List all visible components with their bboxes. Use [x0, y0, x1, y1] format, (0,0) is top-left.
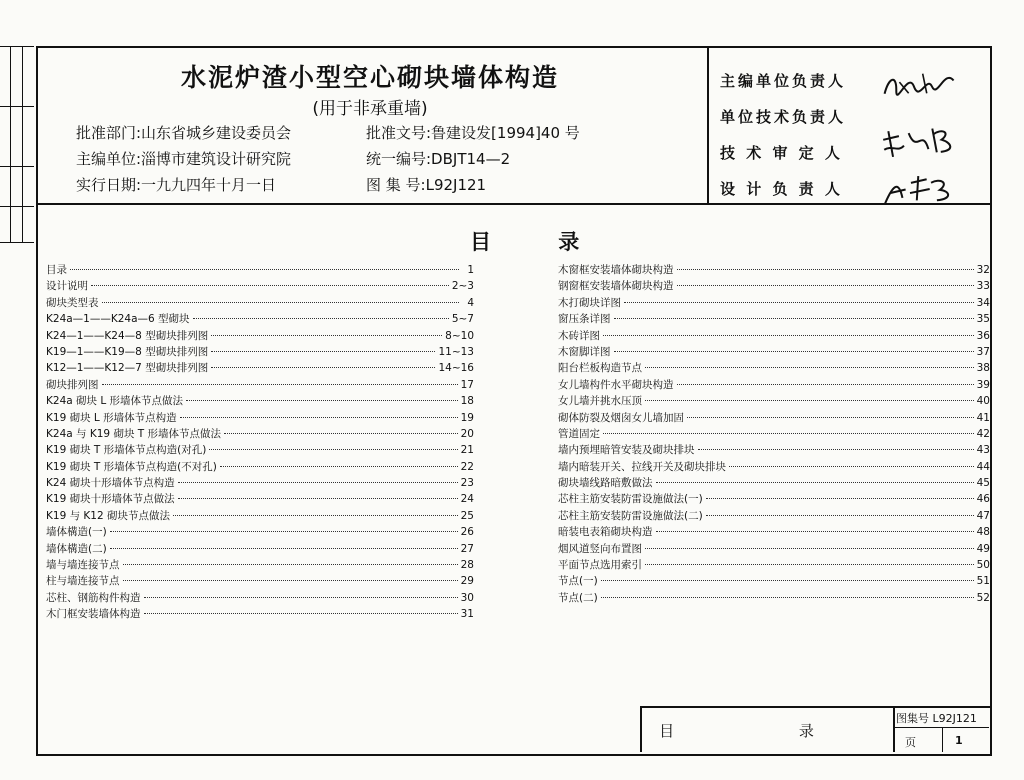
toc-leader-dots	[645, 564, 974, 565]
toc-leader-dots	[70, 269, 459, 270]
toc-entry-page: 1	[467, 264, 474, 276]
toc-entry-page: 2~3	[451, 280, 474, 293]
toc-entry-title: 木窗脚详图	[558, 345, 611, 358]
toc-entry-title: 阳台栏板构造节点	[558, 362, 642, 375]
title-block-divider	[893, 727, 989, 728]
toc-entry-page: 11~13	[438, 345, 474, 358]
toc-entry[interactable]	[46, 360, 474, 376]
toc-entry[interactable]	[558, 524, 990, 540]
toc-entry-title: 钢窗框安装墙体砌块构造	[558, 280, 674, 293]
toc-leader-dots	[193, 318, 449, 319]
approval-dept: 批准部门:山东省城乡建设委员会	[76, 124, 292, 142]
toc-entry[interactable]	[46, 278, 474, 294]
atlas-no: 图 集 号:L92J121	[366, 176, 487, 194]
toc-leader-dots	[173, 515, 458, 516]
toc-leader-dots	[211, 351, 435, 352]
toc-entry-page: 28	[460, 559, 474, 572]
atlas-title: 水泥炉渣小型空心砌块墙体构造	[180, 63, 559, 92]
toc-leader-dots	[706, 515, 974, 516]
toc-entry-title: 柱与墙连接节点	[46, 575, 120, 588]
toc-leader-dots	[656, 531, 974, 532]
toc-entry-title: K19—1——K19—8 型砌块排列图	[46, 345, 209, 358]
toc-leader-dots	[624, 302, 974, 303]
toc-entry[interactable]	[558, 442, 990, 458]
toc-entry-title: 木门框安装墙体构造	[46, 608, 141, 621]
toc-entry[interactable]	[46, 557, 474, 573]
toc-entry-page: 22	[460, 460, 474, 473]
toc-entry[interactable]	[46, 590, 474, 606]
toc-leader-dots	[178, 498, 458, 499]
toc-right-column	[558, 262, 990, 606]
toc-entry-page: 45	[976, 477, 990, 490]
toc-entry-page: 46	[976, 493, 990, 506]
toc-entry-title: 节点(一)	[558, 575, 598, 588]
toc-entry-title: 砌块墙线路暗敷做法	[558, 477, 653, 490]
toc-leader-dots	[224, 433, 458, 434]
approval-doc-no: 批准文号:鲁建设发[1994]40 号	[366, 124, 580, 142]
toc-entry[interactable]	[46, 524, 474, 540]
toc-entry-title: 管道固定	[558, 427, 600, 440]
toc-entry-title: 墙内暗装开关、拉线开关及砌块排块	[558, 460, 726, 473]
signature-tech-lead	[878, 120, 962, 171]
toc-entry-title: 芯柱主筋安装防雷设施做法(一)	[558, 493, 703, 506]
toc-entry-title: K19 砌块 T 形墙体节点构造(不对孔)	[46, 460, 217, 473]
effective-date: 实行日期:一九九四年十月一日	[76, 176, 277, 194]
toc-entry[interactable]	[46, 328, 474, 344]
toc-entry-page: 44	[976, 460, 990, 473]
toc-entry-title: 窗压条详图	[558, 313, 611, 326]
toc-entry-page: 36	[976, 329, 990, 342]
toc-leader-dots	[706, 498, 974, 499]
toc-leader-dots	[656, 482, 974, 483]
toc-leader-dots	[614, 351, 974, 352]
signature-chief-editor	[878, 62, 962, 111]
toc-entry[interactable]	[558, 360, 990, 376]
toc-entry-page: 37	[976, 345, 990, 358]
toc-entry[interactable]	[46, 410, 474, 426]
toc-entry-title: K12—1——K12—7 型砌块排列图	[46, 362, 209, 375]
toc-leader-dots	[677, 285, 974, 286]
toc-entry-page: 47	[976, 509, 990, 522]
toc-entry-page: 20	[460, 427, 474, 440]
toc-entry-page: 24	[460, 493, 474, 506]
toc-leader-dots	[178, 482, 458, 483]
toc-leader-dots	[645, 548, 974, 549]
toc-entry-title: 砌块类型表	[46, 296, 99, 309]
toc-entry[interactable]	[46, 377, 474, 393]
toc-entry[interactable]	[558, 311, 990, 327]
toc-entry-title: K24—1——K24—8 型砌块排列图	[46, 329, 209, 342]
toc-entry[interactable]	[46, 573, 474, 589]
editor-unit: 主编单位:淄博市建筑设计研究院	[76, 150, 292, 168]
toc-entry-title: 砌块排列图	[46, 378, 99, 391]
toc-heading: 目 录	[470, 230, 610, 254]
toc-leader-dots	[603, 433, 974, 434]
toc-entry-page: 27	[460, 542, 474, 555]
toc-entry[interactable]	[558, 295, 990, 311]
toc-entry[interactable]	[46, 606, 474, 622]
toc-entry-title: 芯柱主筋安装防雷设施做法(二)	[558, 509, 703, 522]
toc-entry[interactable]	[46, 541, 474, 557]
toc-entry[interactable]	[558, 491, 990, 507]
toc-entry-title: 目录	[46, 264, 67, 276]
toc-entry-page: 23	[460, 477, 474, 490]
toc-entry-page: 50	[976, 559, 990, 572]
toc-entry-page: 26	[460, 526, 474, 539]
toc-leader-dots	[677, 269, 974, 270]
toc-entry-page: 52	[976, 591, 990, 604]
toc-entry-title: K24a 砌块 L 形墙体节点做法	[46, 395, 184, 408]
toc-leader-dots	[687, 417, 974, 418]
toc-entry[interactable]	[558, 508, 990, 524]
toc-entry-title: K24 砌块十形墙体节点构造	[46, 477, 175, 490]
toc-entry-title: 墙体構造(二)	[46, 542, 107, 555]
toc-left-column	[46, 262, 474, 623]
toc-entry-title: 砌体防裂及烟囱女儿墙加固	[558, 411, 684, 424]
toc-entry[interactable]	[558, 262, 990, 278]
toc-entry[interactable]	[46, 344, 474, 360]
resp-role-reviewer: 技 术 审 定 人	[720, 144, 843, 162]
toc-entry-page: 31	[460, 608, 474, 621]
toc-leader-dots	[677, 384, 974, 385]
toc-leader-dots	[144, 613, 458, 614]
toc-entry-page: 38	[976, 362, 990, 375]
toc-entry-page: 29	[460, 575, 474, 588]
toc-entry-page: 39	[976, 378, 990, 391]
toc-entry-page: 14~16	[438, 362, 474, 375]
toc-entry-page: 21	[460, 444, 474, 457]
toc-leader-dots	[645, 367, 974, 368]
toc-leader-dots	[123, 580, 458, 581]
resp-role-chief-editor: 主编单位负责人	[720, 72, 847, 90]
toc-entry[interactable]	[46, 491, 474, 507]
toc-entry[interactable]	[558, 278, 990, 294]
toc-entry-page: 32	[976, 264, 990, 276]
toc-entry[interactable]	[558, 541, 990, 557]
toc-entry-title: 烟风道竖向布置图	[558, 542, 642, 555]
unified-no: 统一编号:DBJT14—2	[366, 150, 511, 168]
title-block-top-line	[640, 706, 990, 708]
toc-entry-title: 木窗框安装墙体砌块构造	[558, 264, 674, 276]
resp-role-tech-lead: 单位技术负责人	[720, 108, 847, 126]
toc-entry-page: 30	[460, 591, 474, 604]
header-divider	[36, 203, 990, 205]
title-block-divider	[893, 706, 895, 752]
toc-entry-page: 51	[976, 575, 990, 588]
toc-entry-title: 木打砌块详图	[558, 296, 621, 309]
toc-leader-dots	[698, 449, 974, 450]
toc-entry-title: 墙体構造(一)	[46, 526, 107, 539]
toc-entry[interactable]	[46, 262, 474, 278]
toc-entry[interactable]	[558, 475, 990, 491]
toc-entry-title: 墙内预埋暗管安装及砌块排块	[558, 444, 695, 457]
toc-leader-dots	[110, 531, 458, 532]
toc-entry-title: 木砖详图	[558, 329, 600, 342]
toc-entry-title: K19 与 K12 砌块节点做法	[46, 509, 171, 522]
toc-entry-page: 4	[467, 296, 474, 309]
toc-entry-title: 女儿墙并挑水压顶	[558, 395, 642, 408]
toc-entry[interactable]	[558, 573, 990, 589]
toc-leader-dots	[603, 335, 974, 336]
toc-leader-dots	[180, 417, 458, 418]
toc-entry-title: 暗装电表箱砌块构造	[558, 526, 653, 539]
binding-margin-strip	[0, 46, 34, 242]
toc-leader-dots	[601, 597, 974, 598]
toc-leader-dots	[211, 335, 442, 336]
toc-entry[interactable]	[46, 508, 474, 524]
toc-entry[interactable]	[46, 459, 474, 475]
toc-entry-page: 33	[976, 280, 990, 293]
toc-entry-title: K24a—1——K24a—6 型砌块	[46, 313, 190, 326]
toc-leader-dots	[601, 580, 974, 581]
toc-entry-page: 5~7	[451, 313, 474, 326]
toc-leader-dots	[102, 384, 458, 385]
toc-entry[interactable]	[558, 410, 990, 426]
toc-leader-dots	[614, 318, 974, 319]
toc-leader-dots	[645, 400, 974, 401]
toc-entry-title: K24a 与 K19 砌块 T 形墙体节点做法	[46, 427, 222, 440]
toc-entry[interactable]	[46, 442, 474, 458]
toc-entry[interactable]	[558, 590, 990, 606]
toc-leader-dots	[220, 466, 458, 467]
toc-leader-dots	[102, 302, 460, 303]
toc-entry[interactable]	[558, 459, 990, 475]
toc-entry-page: 8~10	[445, 329, 474, 342]
toc-entry[interactable]	[558, 377, 990, 393]
toc-entry-title: K19 砌块 L 形墙体节点构造	[46, 411, 177, 424]
toc-entry-page: 18	[460, 395, 474, 408]
toc-entry[interactable]	[558, 426, 990, 442]
title-block-page-label: 页	[905, 736, 916, 749]
toc-entry-title: 墙与墙连接节点	[46, 559, 120, 572]
toc-entry-page: 48	[976, 526, 990, 539]
toc-leader-dots	[729, 466, 974, 467]
resp-role-designer: 设 计 负 责 人	[720, 180, 843, 198]
toc-leader-dots	[91, 285, 449, 286]
title-block-page-no: 1	[955, 734, 963, 747]
toc-entry-page: 49	[976, 542, 990, 555]
toc-leader-dots	[144, 597, 458, 598]
title-block-label: 目 录	[659, 722, 874, 740]
title-block-divider	[942, 727, 943, 752]
toc-leader-dots	[123, 564, 458, 565]
signature-designer	[878, 168, 962, 217]
toc-entry-page: 40	[976, 395, 990, 408]
toc-entry-page: 41	[976, 411, 990, 424]
toc-entry[interactable]	[46, 393, 474, 409]
toc-entry[interactable]	[558, 344, 990, 360]
header-vertical-divider	[707, 46, 709, 204]
toc-entry-page: 42	[976, 427, 990, 440]
toc-entry-page: 34	[976, 296, 990, 309]
toc-entry-title: K19 砌块十形墙体节点做法	[46, 493, 175, 506]
toc-entry-title: 设计说明	[46, 280, 88, 293]
toc-entry-title: 女儿墙构件水平砌块构造	[558, 378, 674, 391]
toc-entry-page: 17	[460, 378, 474, 391]
toc-leader-dots	[211, 367, 435, 368]
toc-entry[interactable]	[46, 311, 474, 327]
toc-entry-title: 芯柱、钢筋构件构造	[46, 591, 141, 604]
toc-entry-title: 节点(二)	[558, 591, 598, 604]
toc-entry-page: 43	[976, 444, 990, 457]
toc-entry-title: K19 砌块 T 形墙体节点构造(对孔)	[46, 444, 207, 457]
toc-entry-title: 平面节点选用索引	[558, 559, 642, 572]
title-block-atlas-no: 图集号 L92J121	[896, 712, 977, 725]
toc-leader-dots	[209, 449, 457, 450]
toc-leader-dots	[186, 400, 458, 401]
toc-entry[interactable]	[558, 557, 990, 573]
toc-entry[interactable]	[46, 295, 474, 311]
toc-entry[interactable]	[558, 393, 990, 409]
toc-leader-dots	[110, 548, 458, 549]
toc-entry[interactable]	[46, 475, 474, 491]
atlas-subtitle: (用于非承重墙)	[312, 99, 428, 119]
toc-entry[interactable]	[558, 328, 990, 344]
toc-entry-page: 25	[460, 509, 474, 522]
toc-entry-page: 35	[976, 313, 990, 326]
toc-entry-page: 19	[460, 411, 474, 424]
toc-entry[interactable]	[46, 426, 474, 442]
